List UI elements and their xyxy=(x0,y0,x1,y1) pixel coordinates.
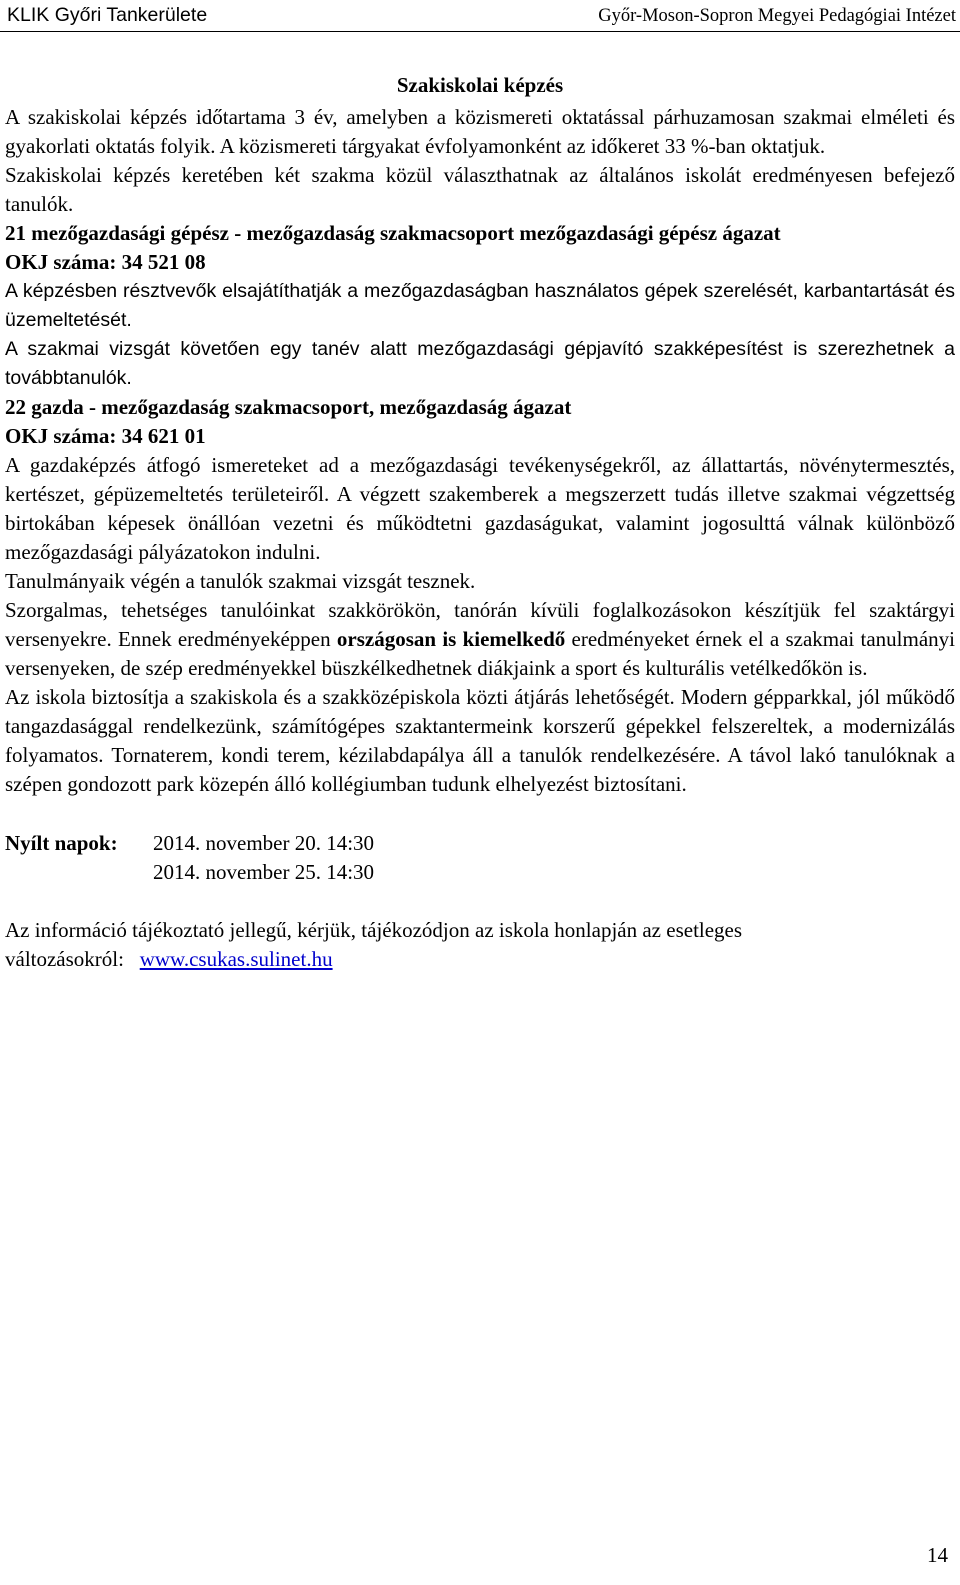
header-right-title: Győr-Moson-Sopron Megyei Pedagógiai Intézet xyxy=(598,6,956,26)
school-facilities-paragraph: Az iskola biztosítja a szakiskola és a szakközépiskola közti átjárás lehetőségét. Modern gépparkkal, jól működő tangazdasággal rendelkezünk, számítógépes szaktantermeink korszerű gépekkel felszereltek, a modernizálás folyamatos. Tornaterem, kondi terem, kézilabdapálya áll a tanulók rendelkezésére. A távol lakó tanulóknak a szépen gondozott park közepén álló kollégiumban tudunk elhelyezést biztosítani. xyxy=(5,685,955,796)
program-22-exam: Tanulmányaik végén a tanulók szakmai vizsgát tesznek. xyxy=(5,569,476,593)
section-title-text: Szakiskolai képzés xyxy=(396,73,564,97)
page-number: 14 xyxy=(927,1543,948,1567)
program-21-okj: OKJ száma: 34 521 08 xyxy=(5,250,206,274)
competitions-text-after: eredményeket érnek el a szakmai tanulmányi versenyeken, de szép eredményekkel büszkélkedhetnek diákjaink a sport és kulturális vetélkedőkön is. xyxy=(5,627,956,680)
program-21-heading: 21 mezőgazdasági gépész - mezőgazdaság szakmacsoport mezőgazdasági gépész ágazat xyxy=(5,221,781,245)
info-line-2-prefix: változásokról: xyxy=(5,947,124,971)
section-title xyxy=(5,71,955,100)
document-body xyxy=(5,71,955,974)
open-days xyxy=(5,829,955,887)
competitions-text-before: Szorgalmas, tehetséges tanulóinkat szakkörökön, tanórán kívüli foglalkozásokon készítjük fel szaktárgyi versenyekre. Ennek eredményeképpen xyxy=(5,598,955,651)
program-22-description: A gazdaképzés átfogó ismereteket ad a mezőgazdasági tevékenységekről, az állattartás, növénytermesztés, kertészet, gépüzemeltetés területeiről. A végzett szakemberek a megszerzett tudás illetve szakmai végzettség birtokában képesek önállóan vezetni és működtetni gazdaságukat, valamint jogosulttá válnak különböző mezőgazdasági pályázatokon indulni. xyxy=(5,453,955,564)
info-note xyxy=(5,916,955,974)
page-header xyxy=(0,0,960,32)
info-line-2 xyxy=(5,945,955,974)
open-days-label: Nyílt napok: xyxy=(5,831,118,855)
competitions-highlight: országosan is kiemelkedő xyxy=(336,627,566,651)
open-day-date-1: 2014. november 20. 14:30 xyxy=(153,831,375,855)
info-line-1: Az információ tájékoztató jellegű, kérjük, tájékozódjon az iskola honlapján az esetleges xyxy=(5,918,743,942)
competitions-paragraph xyxy=(5,596,955,683)
intro-paragraph-2: Szakiskolai képzés keretében két szakma közül választhatnak az általános iskolát eredményesen befejező tanulók. xyxy=(5,163,955,216)
program-21-further-study: A szakmai vizsgát követően egy tanév alatt mezőgazdasági gépjavító szakképesítést is szerezhetnek a továbbtanulók. xyxy=(5,338,955,389)
open-day-date-2: 2014. november 25. 14:30 xyxy=(153,860,375,884)
school-website-link[interactable]: www.csukas.sulinet.hu xyxy=(139,947,333,971)
program-22-okj: OKJ száma: 34 621 01 xyxy=(5,424,206,448)
program-21-description: A képzésben résztvevők elsajátíthatják a mezőgazdaságban használatos gépek szerelését, karbantartását és üzemeltetését. xyxy=(5,280,955,331)
intro-paragraph-1: A szakiskolai képzés időtartama 3 év, amelyben a közismereti oktatással párhuzamosan szakmai elméleti és gyakorlati oktatás folyik. A közismereti tárgyakat évfolyamonként az időkeret 33 %-ban oktatjuk. xyxy=(5,105,955,158)
program-22-heading: 22 gazda - mezőgazdaság szakmacsoport, mezőgazdaság ágazat xyxy=(5,395,572,419)
header-left-title: KLIK Győri Tankerülete xyxy=(7,4,208,26)
